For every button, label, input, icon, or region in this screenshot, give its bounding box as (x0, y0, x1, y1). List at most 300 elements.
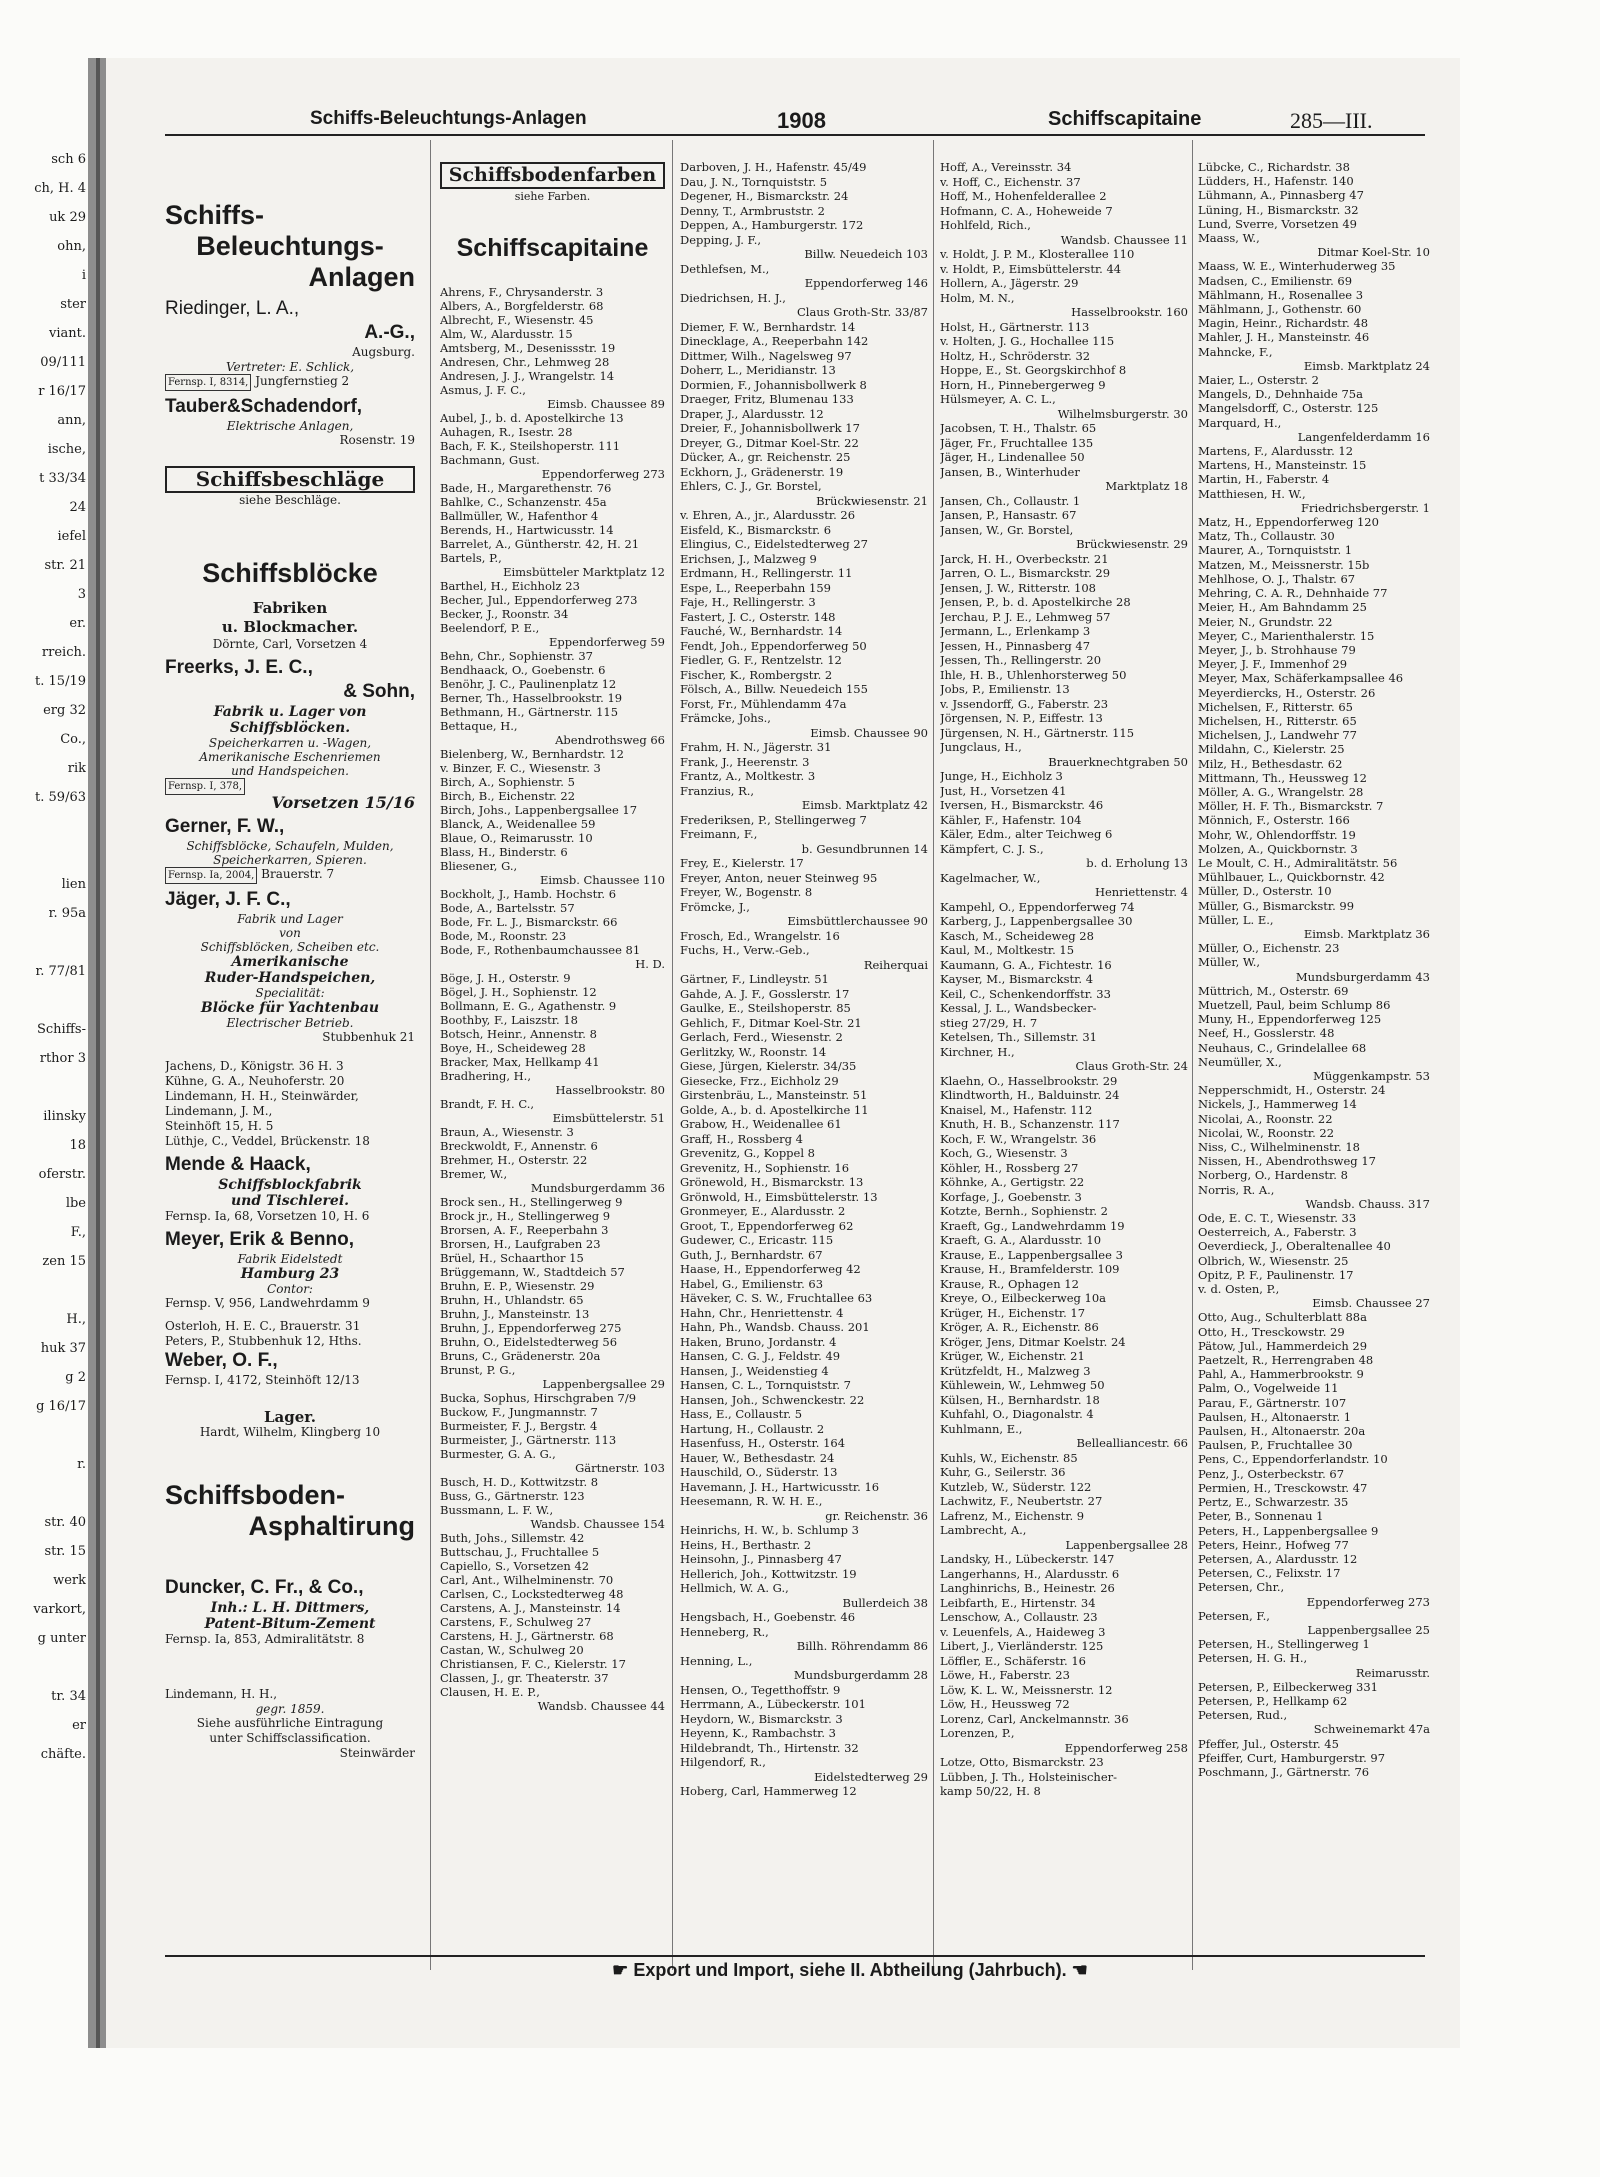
directory-entry: Kühlewein, W., Lehmweg 50 (940, 1378, 1105, 1392)
directory-entry: Petersen, P., Hellkamp 62 (1198, 1693, 1348, 1708)
margin-fragment: oferstr. (38, 1167, 86, 1182)
directory-entry: Iversen, H., Bismarckstr. 46 (940, 798, 1104, 812)
directory-entry: Bruhn, O., Eidelstedterweg 56 (440, 1334, 618, 1349)
directory-entry: Müttrich, M., Osterstr. 69 (1198, 983, 1349, 998)
directory-entry: Busch, H. D., Kottwitzstr. 8 (440, 1474, 599, 1489)
margin-fragment (0, 933, 86, 962)
directory-entry: Kotzte, Bernh., Sophienstr. 2 (940, 1204, 1109, 1218)
directory-entry: Petersen, Rud., (1198, 1708, 1288, 1723)
directory-entry: Brorsen, A. F., Reeperbahn 3 (440, 1222, 609, 1237)
section-title: Schiffsbodenfarben (440, 162, 665, 189)
directory-entry: Eimsb. Marktplatz 36 (1303, 926, 1430, 941)
directory-entry: Burmeister, J., Gärtnerstr. 113 (440, 1432, 617, 1447)
firm-slogan: Schiffsblockfabrik (218, 1176, 362, 1193)
directory-entry: Brunst, P. G., (440, 1362, 516, 1377)
directory-entry: Wilhelmsburgerstr. 30 (1057, 406, 1188, 421)
directory-entry: Gaulke, E., Steilshoperstr. 85 (680, 1001, 851, 1015)
directory-entry: Horn, H., Pinnebergerweg 9 (940, 377, 1106, 392)
margin-fragment: i (81, 268, 86, 283)
firm-description: Amerikanische Eschenriemen (199, 749, 381, 764)
directory-entry: Behn, Chr., Sophienstr. 37 (440, 648, 593, 663)
directory-entry: Frank, J., Heerenstr. 3 (680, 754, 810, 769)
directory-entry: Peters, H., Lappenbergsallee 9 (1198, 1523, 1379, 1538)
directory-entry: Clausen, H. E. P., (440, 1684, 540, 1699)
directory-entry: Kagelmacher, W., (940, 870, 1041, 885)
directory-entry: Friedrichsbergerstr. 1 (1301, 500, 1430, 515)
directory-entry: Pfeffer, Jul., Osterstr. 45 (1198, 1736, 1339, 1751)
directory-list (165, 1059, 415, 1149)
directory-entry: Elingius, C., Eidelstedterweg 27 (680, 537, 869, 551)
directory-entry: Hardt, Wilhelm, Klingberg 10 (199, 1424, 381, 1439)
header-year: 1908 (777, 108, 826, 133)
directory-entry: Neuhaus, C., Grindelallee 68 (1198, 1040, 1367, 1055)
directory-entry: Carstens, H. J., Gärtnerstr. 68 (440, 1628, 614, 1643)
directory-entry: Meyer, J., b. Strohhause 79 (1198, 642, 1356, 657)
directory-entry: Eppendorferweg 273 (541, 466, 665, 481)
directory-entry: Brock jr., H., Stellingerweg 9 (440, 1208, 611, 1223)
directory-entry: Giesecke, Frz., Eichholz 29 (680, 1073, 839, 1088)
directory-entry: Kayser, M., Bismarckstr. 4 (940, 972, 1094, 986)
directory-entry: Jensen, P., b. d. Apostelkirche 28 (940, 595, 1131, 609)
directory-entry: Lotze, Otto, Bismarckstr. 23 (940, 1755, 1104, 1769)
pointing-hand-icon: ☛ (612, 1960, 634, 1980)
directory-entry: Darboven, J. H., Hafenstr. 45/49 (680, 160, 867, 174)
directory-entry: Petersen, P., Eilbeckerweg 331 (1198, 1679, 1378, 1694)
directory-entry: Eimsb. Chaussee 90 (810, 725, 928, 740)
directory-entry: Faje, H., Rellingerstr. 3 (680, 595, 816, 609)
margin-fragment: er. (69, 616, 86, 631)
directory-entry: Draeger, Fritz, Blumenau 133 (680, 392, 854, 406)
directory-entry: Hofmann, C. A., Hoheweide 7 (940, 203, 1113, 218)
section-title: Schiffsblöcke (202, 557, 378, 588)
directory-entry: Dinecklage, A., Reeperbahn 142 (680, 334, 869, 348)
directory-entry: Grevenitz, G., Koppel 8 (680, 1146, 815, 1160)
margin-fragment: Schiffs- (36, 1022, 86, 1037)
directory-list (940, 160, 1188, 1799)
directory-entry: Frosch, Ed., Wrangelstr. 16 (680, 928, 840, 943)
directory-entry: Karberg, J., Lappenbergsallee 30 (940, 914, 1133, 928)
directory-entry: Meier, H., Am Bahndamm 25 (1198, 600, 1367, 615)
directory-entry: Grönewold, H., Bismarckstr. 13 (680, 1175, 864, 1189)
margin-fragment: H., (66, 1312, 86, 1327)
section-title: Beleuchtungs- (196, 231, 384, 261)
firm-note: unter Schiffsclassification. (209, 1730, 371, 1745)
margin-fragment (0, 1658, 86, 1687)
directory-entry: Bachmann, Gust. (440, 452, 540, 467)
directory-entry: Brock sen., H., Stellingerweg 9 (440, 1194, 623, 1209)
directory-entry: Jörgensen, N. P., Eiffestr. 13 (940, 711, 1103, 725)
directory-entry: Carstens, A. J., Mansteinstr. 14 (440, 1600, 621, 1615)
firm-name: Tauber&Schadendorf, (165, 396, 363, 417)
directory-list (440, 285, 665, 1713)
directory-entry: Muetzell, Paul, beim Schlump 86 (1198, 997, 1391, 1012)
margin-fragment: zen 15 (42, 1254, 86, 1269)
margin-fragment: 09/111 (40, 355, 86, 370)
directory-entry: Bode, Fr. L. J., Bismarckstr. 66 (440, 914, 618, 929)
directory-entry: Bucka, Sophus, Hirschgraben 7/9 (440, 1390, 637, 1405)
directory-entry: Dittmer, Wilh., Nagelsweg 97 (680, 348, 852, 363)
directory-entry: Habel, G., Emilienstr. 63 (680, 1276, 824, 1291)
directory-entry: Hasenfuss, H., Osterstr. 164 (680, 1436, 846, 1450)
directory-entry: Kuhlmann, E., (940, 1421, 1023, 1436)
directory-entry: Eimsb. Chaussee 27 (1312, 1296, 1430, 1311)
phone-label: Fernsp. I, 8314, (165, 374, 251, 391)
directory-entry: Molzen, A., Quickbornstr. 3 (1198, 841, 1358, 856)
directory-entry: Grevenitz, H., Sophienstr. 16 (680, 1160, 850, 1175)
directory-entry: Hauschild, O., Süderstr. 13 (680, 1465, 838, 1479)
margin-fragment: 24 (69, 500, 86, 515)
directory-entry: Ketelsen, Th., Sillemstr. 31 (940, 1030, 1097, 1044)
directory-entry: Lindemann, H. H., Steinwärder, (165, 1088, 359, 1103)
column-rule (1192, 140, 1193, 1970)
page-number: 285—III. (1290, 108, 1373, 133)
directory-entry: Mittmann, Th., Heussweg 12 (1198, 770, 1367, 785)
directory-entry: Hansen, C. G. J., Feldstr. 49 (680, 1349, 841, 1363)
directory-entry: Kaumann, G. A., Fichtestr. 16 (940, 957, 1112, 972)
firm-name: Riedinger, L. A., (165, 298, 300, 319)
firm-name: Jäger, J. F. C., (165, 888, 291, 910)
margin-fragment: ch, H. 4 (34, 181, 86, 196)
margin-fragment: ann, (57, 413, 86, 428)
directory-entry: Fauché, W., Bernhardstr. 14 (680, 624, 843, 638)
directory-entry: Draper, J., Alardusstr. 12 (680, 406, 824, 421)
margin-fragment (0, 1426, 86, 1455)
directory-entry: Lachwitz, F., Neubertstr. 27 (940, 1494, 1103, 1508)
firm-slogan: Hamburg 23 (240, 1265, 340, 1282)
directory-entry: Bartels, P., (440, 550, 502, 565)
directory-entry: Carstens, F., Schulweg 27 (440, 1614, 592, 1629)
directory-entry: Oeverdieck, J., Oberaltenallee 40 (1198, 1239, 1391, 1254)
directory-entry: Just, H., Vorsetzen 41 (940, 783, 1067, 798)
directory-entry: Buss, G., Gärtnerstr. 123 (440, 1488, 585, 1503)
directory-entry: Krause, E., Lappenbergsallee 3 (940, 1247, 1123, 1262)
directory-entry: Kampehl, O., Eppendorferweg 74 (940, 899, 1135, 914)
directory-entry: v. Jssendorff, G., Faberstr. 23 (940, 696, 1109, 711)
directory-entry: Krause, H., Bramfelderstr. 109 (940, 1262, 1120, 1276)
directory-entry: Deppen, A., Hamburgerstr. 172 (680, 218, 864, 232)
directory-entry: Berner, Th., Hasselbrookstr. 19 (440, 690, 623, 705)
directory-entry: Kasch, M., Scheideweg 28 (940, 928, 1094, 943)
margin-fragment: str. 21 (44, 558, 86, 573)
directory-entry: Steinhöft 15, H. 5 (165, 1118, 274, 1133)
directory-entry: Wandsb. Chauss. 317 (1305, 1196, 1430, 1211)
firm-slogan: und Tischlerei. (230, 1192, 350, 1209)
directory-entry: Andresen, J. J., Wrangelstr. 14 (440, 368, 615, 383)
margin-fragment: 18 (69, 1138, 86, 1153)
directory-entry: Michelsen, J., Landwehr 77 (1198, 728, 1357, 743)
firm-description: Specialität: (255, 985, 325, 1000)
directory-entry: Jungclaus, H., (940, 740, 1022, 754)
directory-entry: Bach, F. K., Steilshoperstr. 111 (440, 438, 621, 453)
directory-entry: Andresen, Chr., Lehmweg 28 (440, 354, 610, 369)
directory-entry: Billw. Neuedeich 103 (804, 247, 928, 261)
directory-entry: v. Hoff, C., Eichenstr. 37 (940, 174, 1081, 189)
directory-entry: Reimarusstr. (1355, 1665, 1430, 1680)
directory-entry: Frey, E., Kielerstr. 17 (680, 856, 804, 870)
directory-entry: Castan, W., Schulweg 20 (440, 1642, 584, 1657)
directory-entry: Mildahn, C., Kielerstr. 25 (1198, 742, 1345, 757)
margin-fragment: r. 95a (48, 906, 86, 921)
section-reference: siehe Beschläge. (239, 492, 341, 507)
directory-entry: Lübben, J. Th., Holsteinischer- (940, 1769, 1118, 1784)
directory-entry: Jansen, Ch., Collaustr. 1 (940, 493, 1081, 508)
margin-fragment: tr. 34 (51, 1689, 86, 1704)
directory-entry: Lappenbergsallee 29 (542, 1376, 665, 1391)
directory-entry: Forst, Fr., Mühlendamm 47a (680, 696, 847, 711)
directory-entry: Jessen, H., Pinnasberg 47 (940, 638, 1091, 653)
directory-entry: Kaul, M., Moltkestr. 15 (940, 943, 1075, 957)
directory-entry: Hoff, M., Hohenfelderallee 2 (940, 189, 1107, 203)
margin-fragment: sch 6 (51, 152, 86, 167)
directory-entry: Mönnich, F., Osterstr. 166 (1198, 813, 1350, 828)
directory-entry: Guth, J., Bernhardstr. 67 (680, 1247, 823, 1262)
directory-entry: Jürgensen, N. H., Gärtnerstr. 115 (940, 725, 1135, 740)
directory-entry: Krüger, H., Eichenstr. 17 (940, 1305, 1086, 1320)
directory-entry: Otto, Aug., Schulterblatt 88a (1198, 1310, 1367, 1325)
directory-entry: Kämpfert, C. J. S., (940, 841, 1044, 856)
firm-slogan: Patent-Bitum-Zement (204, 1615, 376, 1632)
directory-entry: Eppendorferweg 59 (549, 634, 665, 649)
directory-entry: Hellmich, W. A. G., (680, 1581, 789, 1595)
directory-entry: Martens, H., Mansteinstr. 15 (1198, 458, 1367, 473)
margin-fragment: chäfte. (40, 1747, 86, 1762)
margin-fragment (0, 991, 86, 1020)
header-right-title: Schiffscapitaine (1048, 108, 1202, 130)
directory-entry: Matz, H., Eppendorferweg 120 (1198, 515, 1379, 530)
directory-entry: Ode, E. C. T., Wiesenstr. 33 (1198, 1211, 1357, 1226)
directory-entry: Nepperschmidt, H., Osterstr. 24 (1198, 1083, 1386, 1098)
directory-entry: Bade, H., Margarethenstr. 76 (440, 480, 612, 495)
directory-entry: Jansen, W., Gr. Borstel, (940, 522, 1074, 537)
directory-entry: Lüning, H., Bismarckstr. 32 (1198, 202, 1359, 217)
firm-city: Augsburg. (352, 345, 415, 359)
directory-entry: Grabow, H., Weidenallee 61 (680, 1117, 842, 1131)
directory-entry: Ehlers, C. J., Gr. Borstel, (680, 479, 822, 493)
directory-entry: Mehlhose, O. J., Thalstr. 67 (1198, 571, 1356, 586)
directory-entry: Käler, Edm., alter Teichweg 6 (940, 827, 1113, 841)
directory-entry: Lambrecht, A., (940, 1523, 1027, 1537)
directory-entry: Gahde, A. J. F., Gosslerstr. 17 (680, 986, 850, 1001)
margin-fragment: lbe (65, 1196, 86, 1211)
directory-entry: Brüggemann, W., Stadtdeich 57 (440, 1264, 625, 1279)
margin-fragment: er (72, 1718, 86, 1733)
directory-entry: Paulsen, H., Altonaerstr. 20a (1198, 1424, 1366, 1439)
margin-fragment: str. 40 (44, 1515, 86, 1530)
directory-entry: Mohr, W., Ohlendorffstr. 19 (1198, 827, 1356, 842)
firm-suffix: & Sohn, (343, 680, 415, 702)
directory-entry: Lorenzen, P., (940, 1726, 1015, 1740)
directory-entry: Gerlach, Ferd., Wiesenstr. 2 (680, 1030, 843, 1044)
directory-entry: Parau, F., Gärtnerstr. 107 (1198, 1395, 1347, 1410)
directory-entry: Bussmann, L. F. W., (440, 1502, 554, 1517)
directory-entry: Braun, A., Wiesenstr. 3 (440, 1124, 574, 1139)
margin-fragment: uk 29 (49, 210, 86, 225)
directory-entry: Peters, P., Stubbenhuk 12, Hths. (165, 1333, 362, 1348)
directory-entry: Jermann, L., Erlenkamp 3 (940, 624, 1091, 638)
directory-entry: Wandsb. Chaussee 44 (537, 1698, 665, 1713)
directory-entry: Hansen, C. L., Tornquiststr. 7 (680, 1378, 851, 1392)
directory-entry: Freimann, F., (680, 827, 758, 841)
directory-entry: Pfeiffer, Curt, Hamburgerstr. 97 (1198, 1750, 1386, 1765)
directory-entry: Burmester, G. A. G., (440, 1446, 556, 1461)
firm-contact: Fernsp. V, 956, Landwehrdamm 9 (165, 1295, 370, 1310)
directory-entry: Hellerich, Joh., Kottwitzstr. 19 (680, 1566, 857, 1581)
directory-entry: Depping, J. F., (680, 232, 762, 247)
capitaine-column-1 (440, 160, 665, 1713)
header-left-title: Schiffs-Beleuchtungs-Anlagen (310, 108, 587, 129)
directory-entry: Pahl, A., Hammerbrookstr. 9 (1198, 1367, 1364, 1382)
directory-entry: Hansen, J., Weidenstieg 4 (680, 1363, 829, 1378)
directory-entry: Bögel, J. H., Sophienstr. 12 (440, 984, 597, 999)
directory-entry: Kreye, O., Eilbeckerweg 10a (940, 1291, 1107, 1305)
margin-fragment: r. (77, 1457, 86, 1472)
directory-entry: Gärtner, F., Lindleystr. 51 (680, 972, 829, 986)
directory-entry: Kessal, J. L., Wandsbecker- (940, 1001, 1097, 1015)
directory-entry: Osterloh, H. E. C., Brauerstr. 31 (165, 1318, 361, 1333)
capitaine-column-4 (1198, 160, 1430, 1779)
directory-entry: Hasselbrookstr. 80 (555, 1082, 665, 1097)
directory-entry: Abendrothsweg 66 (555, 732, 665, 747)
directory-entry: Mählmann, H., Rosenallee 3 (1198, 287, 1364, 302)
directory-entry: Freyer, Anton, neuer Steinweg 95 (680, 870, 878, 885)
directory-entry: Brauerknechtgraben 50 (1048, 754, 1188, 769)
margin-fragment: rreich. (41, 645, 86, 660)
margin-fragment: F., (70, 1225, 86, 1240)
directory-entry: Nicolai, W., Roonstr. 22 (1198, 1125, 1335, 1140)
section-reference: siehe Farben. (514, 189, 591, 203)
directory-entry: Bellealliancestr. 66 (1076, 1436, 1188, 1450)
directory-entry: Ballmüller, W., Hafenthor 4 (440, 508, 599, 523)
directory-entry: Junge, H., Eichholz 3 (940, 769, 1063, 783)
directory-entry: Külsen, H., Bernhardstr. 18 (940, 1392, 1100, 1407)
firm-note: Siehe ausführliche Eintragung (196, 1715, 384, 1730)
directory-entry: Classen, J., gr. Theaterstr. 37 (440, 1670, 609, 1685)
directory-entry: Berends, H., Hartwicusstr. 14 (440, 522, 614, 537)
directory-list (165, 1319, 415, 1349)
directory-entry: Holtz, H., Schröderstr. 32 (940, 348, 1091, 363)
directory-entry: Birch, B., Eichenstr. 22 (440, 788, 576, 803)
margin-fragment: g 16/17 (36, 1399, 86, 1414)
directory-entry: Krützfeldt, H., Malzweg 3 (940, 1363, 1091, 1378)
directory-entry: Matzen, M., Meissnerstr. 15b (1198, 557, 1370, 572)
main-section-title: Schiffscapitaine (456, 233, 649, 262)
directory-entry: Permien, H., Tresckowstr. 47 (1198, 1480, 1368, 1495)
column-rule (430, 140, 431, 1970)
directory-entry: Lappenbergsallee 28 (1065, 1537, 1188, 1552)
directory-entry: Mangels, D., Dehnhaide 75a (1198, 387, 1363, 402)
margin-fragment (0, 846, 86, 875)
directory-entry: Löw, K. L. W., Meissnerstr. 12 (940, 1682, 1113, 1697)
directory-entry: Eimsb. Chaussee 110 (539, 872, 665, 887)
directory-entry: Buttschau, J., Fruchtallee 5 (440, 1544, 600, 1559)
margin-fragment: r 16/17 (38, 384, 86, 399)
margin-fragment: ohn, (57, 239, 86, 254)
firm-description: Electrischer Betrieb. (226, 1015, 354, 1030)
directory-entry: Heinrichs, H. W., b. Schlump 3 (680, 1523, 859, 1537)
directory-entry: Opitz, P. F., Paulinenstr. 17 (1198, 1267, 1354, 1282)
margin-fragment: t. 59/63 (35, 790, 86, 805)
directory-entry: Hohlfeld, Rich., (940, 218, 1031, 232)
directory-entry: Neumüller, X., (1198, 1054, 1282, 1069)
directory-entry: Bendhaack, O., Goebenstr. 6 (440, 662, 606, 677)
directory-entry: Henriettenstr. 4 (1094, 885, 1188, 899)
directory-entry: Petersen, F., (1198, 1608, 1270, 1623)
directory-entry: Nicolai, A., Roonstr. 22 (1198, 1111, 1333, 1126)
directory-entry: Doherr, L., Meridianstr. 13 (680, 363, 836, 377)
adjacent-page-margin (0, 150, 86, 2050)
directory-entry: Paulsen, P., Fruchtallee 30 (1198, 1438, 1353, 1453)
directory-entry: Häveker, C. S. W., Fruchtallee 63 (680, 1291, 873, 1305)
firm-contact: Fernsp. Ia, 68, Vorsetzen 10, H. 6 (165, 1208, 370, 1223)
directory-entry: Bradhering, H., (440, 1068, 531, 1083)
directory-entry: Michelsen, F., Ritterstr. 65 (1198, 699, 1353, 714)
directory-entry: Blass, H., Binderstr. 6 (440, 844, 568, 859)
directory-entry: Benöhr, J. C., Paulinenplatz 12 (440, 676, 617, 691)
directory-entry: Diemer, F. W., Bernhardstr. 14 (680, 319, 856, 334)
directory-entry: Ahrens, F., Chrysanderstr. 3 (440, 284, 604, 299)
directory-entry: Dormien, F., Johannisbollwerk 8 (680, 377, 867, 392)
directory-entry: Hasselbrookstr. 160 (1071, 305, 1188, 319)
firm-address: Rosenstr. 19 (339, 433, 415, 447)
directory-entry: Heinsohn, J., Pinnasberg 47 (680, 1552, 842, 1566)
directory-entry: Kröger, Jens, Ditmar Koelstr. 24 (940, 1334, 1126, 1349)
directory-entry: Löffler, E., Schäferstr. 16 (940, 1653, 1086, 1668)
directory-entry: Degener, H., Bismarckstr. 24 (680, 189, 849, 203)
phone-label: Fernsp. Ia, 2004, (165, 867, 257, 884)
directory-entry: Fuchs, H., Verw.-Geb., (680, 943, 810, 957)
directory-entry: Maass, W., (1198, 231, 1260, 246)
directory-entry: Schweinemarkt 47a (1313, 1722, 1430, 1737)
directory-entry: Matz, Th., Collaustr. 30 (1198, 529, 1335, 544)
directory-entry: Heydorn, W., Bismarckstr. 3 (680, 1711, 843, 1726)
directory-entry: Pertz, E., Schwarzestr. 35 (1198, 1495, 1349, 1510)
directory-entry: Burmeister, F. J., Bergstr. 4 (440, 1418, 598, 1433)
firm-description: Elektrische Anlagen, (226, 419, 354, 433)
firm-slogan: Fabrik u. Lager von (213, 703, 367, 720)
directory-entry: Köhler, H., Rossberg 27 (940, 1160, 1079, 1175)
directory-entry: Lüthje, C., Veddel, Brückenstr. 18 (165, 1133, 370, 1148)
firm-description: Schiffsblöcke, Schaufeln, Mulden, (186, 838, 394, 853)
margin-fragment: lien (61, 877, 86, 892)
directory-entry: Mühlbauer, L., Quickbornstr. 42 (1198, 870, 1385, 885)
directory-entry: Auhagen, R., Isestr. 28 (440, 424, 573, 439)
directory-entry: Müller, D., Osterstr. 10 (1198, 884, 1332, 899)
firm-description: und Handspeichen. (231, 763, 349, 778)
directory-entry: Henning, L., (680, 1653, 753, 1668)
directory-entry: Denny, T., Armbruststr. 2 (680, 203, 825, 218)
pointing-hand-icon: ☚ (1066, 1960, 1088, 1980)
directory-entry: Frantz, A., Moltkestr. 3 (680, 769, 816, 783)
directory-entry: Palm, O., Vogelweide 11 (1198, 1381, 1339, 1396)
directory-entry: Poschmann, J., Gärtnerstr. 76 (1198, 1764, 1370, 1779)
capitaine-column-3 (940, 160, 1188, 1799)
directory-entry: Frahm, H. N., Jägerstr. 31 (680, 740, 832, 754)
directory-entry: Penz, J., Osterbeckstr. 67 (1198, 1466, 1345, 1481)
directory-entry: Dreyer, G., Ditmar Koel-Str. 22 (680, 435, 859, 450)
directory-entry: Golde, A., b. d. Apostelkirche 11 (680, 1102, 869, 1117)
directory-entry: Kröger, A. R., Eichenstr. 86 (940, 1320, 1099, 1334)
firm-founded: gegr. 1859. (255, 1701, 325, 1716)
directory-entry: Norris, R. A., (1198, 1182, 1275, 1197)
directory-entry: Bliesener, G., (440, 858, 518, 873)
directory-entry: Birch, A., Sophienstr. 5 (440, 774, 575, 789)
directory-entry: Henneberg, R., (680, 1624, 769, 1639)
directory-entry: Eimsbüttlerchaussee 90 (787, 914, 928, 928)
directory-entry: Diedrichsen, H. J., (680, 290, 786, 305)
directory-entry: Carlsen, C., Lockstedterweg 48 (440, 1586, 624, 1601)
directory-entry: Neef, H., Gosslerstr. 48 (1198, 1026, 1335, 1041)
directory-entry: Martens, F., Alardusstr. 12 (1198, 444, 1354, 459)
